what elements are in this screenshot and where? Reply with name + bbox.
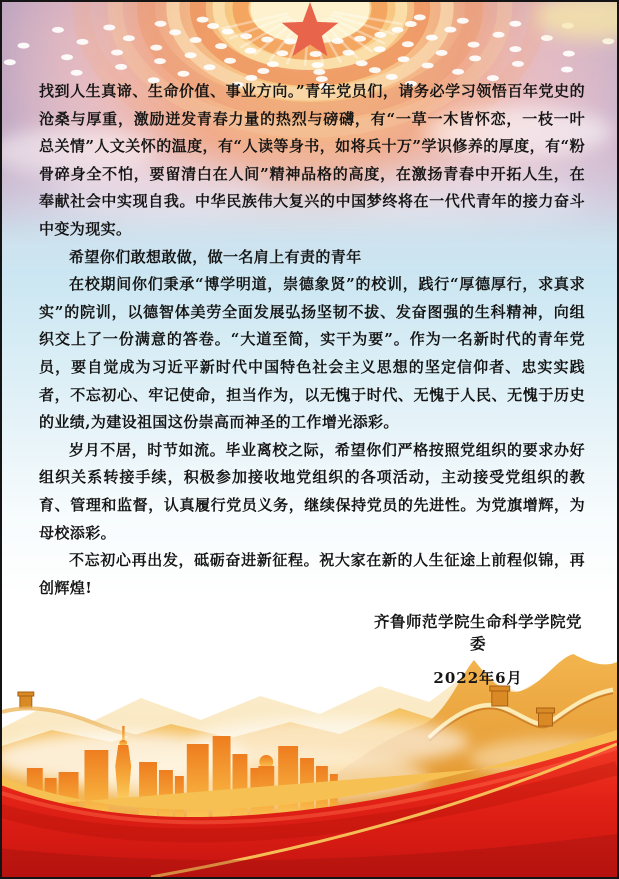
ceiling-light-dot [169, 29, 181, 35]
ceiling-light-dot [52, 27, 64, 33]
ceiling-light-dot [342, 50, 354, 56]
ceiling-light-dot [190, 37, 202, 43]
ceiling-light-dot [257, 68, 269, 74]
ceiling-light-dot [541, 35, 553, 41]
ceiling-light-dot [354, 36, 366, 42]
ceiling-light-dot [197, 17, 209, 23]
ceiling-light-dot [155, 21, 167, 27]
ceiling-light-dot [71, 70, 83, 76]
ceiling-light-dot [509, 21, 521, 27]
ceiling-light-dot [154, 58, 166, 64]
ceiling-light-dot [452, 69, 464, 75]
ceiling-light-dot [374, 32, 386, 38]
ceiling-light-dot [207, 23, 219, 29]
signoff-block [371, 610, 585, 688]
ceiling-light-dot [284, 39, 296, 45]
ceiling-light-dot [561, 67, 573, 73]
ceiling-light-dot [509, 46, 521, 52]
signature: 齐鲁师范学院生命科学学院党委 [373, 612, 582, 653]
letter-paragraph: 希望你们敢想敢做，做一名肩上有责的青年 [69, 247, 362, 266]
ceiling-light-dot [18, 43, 30, 49]
ceiling-light-dot [177, 71, 189, 77]
ceiling-light-dot [356, 60, 368, 66]
ceiling-light-dot [77, 39, 89, 45]
ceiling-light-dot [103, 25, 115, 31]
ceiling-light-dot [469, 55, 481, 61]
ceiling-light-dot [426, 35, 438, 41]
ceiling-light-dot [115, 64, 127, 70]
ceiling-light-dot [444, 27, 456, 33]
ceiling-light-dot [332, 38, 344, 44]
ceiling-light-dot [222, 29, 234, 35]
ceiling-light-dot [405, 21, 417, 27]
ceiling-light-dot [414, 14, 426, 20]
ceiling-light-dot [436, 50, 448, 56]
ceiling-light-dot [111, 50, 123, 56]
ceiling-light-dot [150, 45, 162, 51]
ceiling-light-dot [240, 33, 252, 39]
ceiling-light-dot [369, 67, 381, 73]
ceiling-light-dot [563, 51, 575, 57]
ceiling-light-dot [512, 61, 524, 67]
ceiling-light-dot [123, 35, 135, 41]
letter-paragraph: 不忘初心再出发，砥砺奋进新征程。祝大家在新的人生征途上前程似锦，再创辉煌! [39, 551, 585, 597]
letter-paragraph: 找到人生真谛、生命价值、事业方向。”青年党员们，请务必学习领悟百年党史的沧桑与厚重，激励迸发青春力量的热烈与磅礴，有“一草一木皆怀恋，一枝一叶总关情”人文关怀的温度，有“人读等身书，如将兵十万”学识修养的厚度，有“粉骨碎身全不怕，要留清白在人间”精神品格的高度，在激扬青春中开拓人生，在奉献社会中实现自我。中华民族伟大复兴的中国梦终将在一代代青年的接力奋斗中变为现实。 [39, 82, 585, 238]
ceiling-light-dot [61, 54, 73, 60]
ceiling-light-dot [402, 41, 414, 47]
ceiling-light-dot [392, 27, 404, 33]
ceiling-light-dot [4, 59, 16, 65]
ceiling-light-dot [468, 42, 480, 48]
ceiling-light-dot [422, 63, 434, 69]
letter-paragraph: 岁月不居，时节如流。毕业离校之际，希望你们严格按照党组织的要求办好组织关系转接手续，积极参加接收地党组织的各项活动，主动接受党组织的教育、管理和监督，认真履行党员义务，继续保持党员的先进性。为党旗增辉，为母校添彩。 [39, 440, 585, 542]
ceiling-light-dot [276, 50, 288, 56]
ceiling-light-dot [493, 32, 505, 38]
letter-paragraph: 在校期间你们秉承“博学明道，崇德象贤”的校训，践行“厚德厚行，求真求实”的院训，以德智体美劳全面发展弘扬坚韧不拔、发奋图强的生科精神，向组织交上了一份满意的答卷。“大道至简，实干为要”。作为一名新时代的青年党员，要自觉成为习近平新时代中国特色社会主义思想的坚定信仰者、忠实实践者，不忘初心、牢记使命，担当作为，以无愧于时代、无愧于人民、无愧于历史的业绩,为建设祖国这份崇高而神圣的工作增光添彩。 [39, 275, 585, 432]
ceiling-light-dot [261, 37, 273, 43]
ceiling-light-dot [245, 48, 257, 54]
ceiling-light-dot [310, 51, 322, 57]
letter-body [39, 78, 585, 602]
ceiling-light-dot [313, 69, 325, 75]
ceiling-light-dot [267, 61, 279, 67]
date: 2022年6月 [433, 669, 523, 687]
ceiling-light-dot [215, 43, 227, 49]
ceiling-light-dot [204, 64, 216, 70]
ceiling-light-dot [185, 52, 197, 58]
ceiling-light-dot [224, 58, 236, 64]
ceiling-light-dot [311, 62, 323, 68]
ceiling-light-dot [457, 18, 469, 24]
ceiling-light-dot [374, 46, 386, 52]
ceiling-light-dot [398, 56, 410, 62]
